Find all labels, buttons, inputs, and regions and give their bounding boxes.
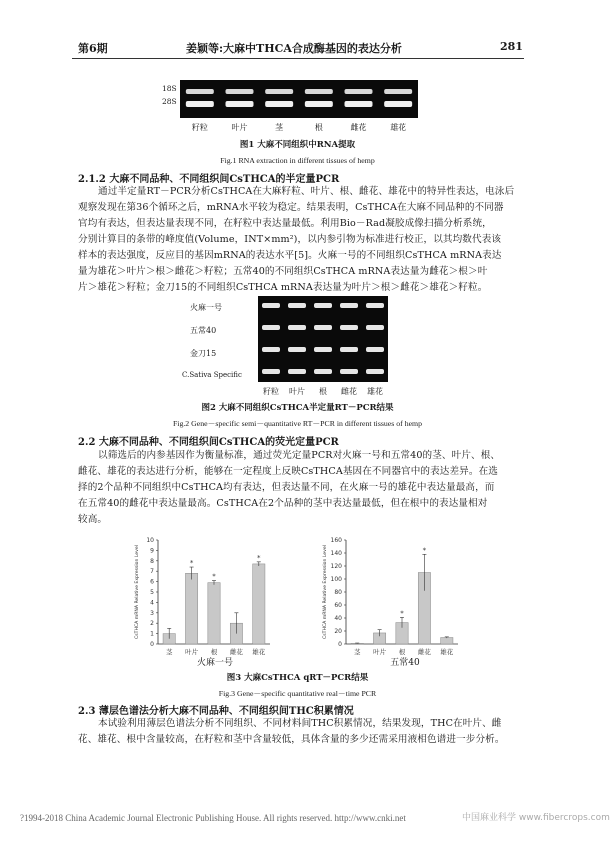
issue-number: 第6期 bbox=[78, 42, 108, 55]
fig2-gel-image bbox=[258, 296, 388, 382]
fig1-lane-labels bbox=[180, 122, 418, 133]
section-2-2-heading: 2.2 大麻不同品种、不同组织间CsTHCA的荧光定量PCR bbox=[78, 437, 339, 448]
fig3-chart-huoma1 bbox=[130, 530, 280, 668]
y-tick-label: 140 bbox=[330, 550, 342, 557]
gel-band bbox=[340, 325, 358, 330]
text-line: 本试验利用薄层色谱法分析不同组织、不同材料间THC积累情况，结果发现，THC在叶片、雌 bbox=[98, 718, 502, 729]
band-18s bbox=[305, 89, 333, 94]
significance-marker: * bbox=[257, 553, 261, 562]
y-tick-label: 5 bbox=[150, 589, 154, 596]
lane-label: 根 bbox=[314, 123, 323, 132]
significance-marker: * bbox=[189, 559, 194, 568]
gel-band bbox=[288, 347, 306, 352]
row-label: C.Sativa Specific bbox=[182, 371, 242, 379]
gel-band bbox=[340, 303, 358, 308]
gel-band bbox=[262, 347, 280, 352]
significance-marker: * bbox=[422, 546, 427, 555]
gel-band bbox=[288, 369, 306, 374]
copyright-footer: ?1994-2018 China Academic Journal Electronic Publishing House. All rights reserved. http://www.cnki.net bbox=[20, 813, 406, 823]
section-2-1-2-body bbox=[78, 184, 528, 296]
band-18s bbox=[265, 89, 293, 94]
band-18s bbox=[384, 89, 412, 94]
gel-band bbox=[262, 369, 280, 374]
lane-label: 籽粒 bbox=[263, 387, 279, 396]
marker-28s: 28S bbox=[162, 97, 177, 106]
fig2-caption-en: Fig.2 Gene－specific semi－quantitative RT－PCR in different tissues of hemp bbox=[172, 419, 423, 428]
lane-label: 根 bbox=[319, 387, 327, 396]
fig1-caption-en: Fig.1 RNA extraction in different tissues of hemp bbox=[220, 156, 375, 165]
running-title: 姜颖等:大麻中THCA合成酶基因的表达分析 bbox=[186, 42, 402, 55]
gel-band bbox=[262, 303, 280, 308]
fig3-chart-wuchang40 bbox=[318, 530, 468, 668]
band-18s bbox=[226, 89, 254, 94]
marker-18s: 18S bbox=[162, 84, 177, 93]
gel-band bbox=[288, 303, 306, 308]
gel-band bbox=[340, 369, 358, 374]
fig3-caption-cn: 图3 大麻CsTHCA qRT－PCR结果 bbox=[226, 673, 369, 683]
row-label: 金刀15 bbox=[190, 349, 217, 358]
y-tick-label: 7 bbox=[150, 568, 154, 576]
gel-band bbox=[314, 303, 332, 308]
y-tick-label: 100 bbox=[330, 576, 342, 583]
y-tick-label: 8 bbox=[150, 557, 154, 565]
significance-marker: * bbox=[400, 609, 404, 618]
gel-band bbox=[366, 325, 384, 330]
text-line: 以筛选后的内参基因作为衡量标准，通过荧光定量PCR对火麻一号和五常40的茎、叶片、根、 bbox=[98, 450, 501, 461]
band-18s bbox=[186, 89, 214, 94]
text-line: 雌花、雄花的表达进行分析，能够在一定程度上反映CsTHCA基因在不同器官中的表达差异。在选 bbox=[78, 466, 498, 477]
x-tick-label: 茎 bbox=[165, 648, 173, 656]
lane-label: 籽粒 bbox=[191, 123, 208, 132]
y-tick-label: 80 bbox=[334, 589, 342, 596]
x-tick-label: 根 bbox=[398, 648, 406, 656]
y-tick-label: 1 bbox=[150, 630, 154, 638]
lane-label: 茎 bbox=[275, 123, 284, 132]
gel-band bbox=[366, 303, 384, 308]
text-line: 样本的表达强度，反应目的基因mRNA的表达水平[5]。火麻一号的不同组织CsTHCA mRNA表达 bbox=[78, 250, 502, 261]
bar bbox=[441, 638, 453, 645]
chart1-title: 火麻一号 bbox=[196, 658, 233, 668]
band-28s bbox=[265, 101, 293, 107]
lane-label: 叶片 bbox=[289, 387, 305, 396]
section-2-2-body bbox=[78, 448, 528, 528]
y-tick-label: 3 bbox=[150, 609, 154, 617]
chart2-title: 五常40 bbox=[390, 658, 420, 668]
text-line: 观察发现在第36个循环之后，mRNA水平较为稳定。结果表明，CsTHCA在大麻不同品种的不同器 bbox=[78, 202, 504, 213]
lane-label: 雄花 bbox=[390, 123, 407, 132]
page-number: 281 bbox=[500, 40, 523, 53]
significance-marker: * bbox=[212, 572, 216, 581]
x-tick-label: 茎 bbox=[353, 648, 361, 656]
x-tick-label: 雄花 bbox=[440, 648, 454, 656]
y-tick-label: 120 bbox=[330, 563, 342, 570]
text-line: 通过半定量RT－PCR分析CsTHCA在大麻籽粒、叶片、根、雌花、雄花中的特异性表达，电泳后 bbox=[98, 186, 515, 197]
y-tick-label: 60 bbox=[334, 602, 342, 609]
x-tick-label: 叶片 bbox=[373, 648, 387, 656]
text-line: 片＞雄花＞籽粒；金刀15的不同组织CsTHCA mRNA表达量为叶片＞根＞雌花＞雄花＞籽粒。 bbox=[78, 282, 488, 293]
gel-band bbox=[262, 325, 280, 330]
lane-label: 雌花 bbox=[350, 123, 367, 132]
band-28s bbox=[186, 101, 214, 107]
gel-band bbox=[366, 369, 384, 374]
fig1-caption-cn: 图1 大麻不同组织中RNA提取 bbox=[239, 140, 356, 150]
lane-label: 叶片 bbox=[231, 123, 248, 132]
y-axis-label: CsTHCA mRNA Relative Expression Level bbox=[323, 545, 328, 639]
gel-band bbox=[314, 325, 332, 330]
header-rule bbox=[72, 58, 524, 59]
y-tick-label: 6 bbox=[150, 578, 154, 586]
y-tick-label: 20 bbox=[334, 628, 342, 635]
y-tick-label: 40 bbox=[334, 615, 342, 622]
y-tick-label: 10 bbox=[146, 537, 154, 544]
gel-band bbox=[366, 347, 384, 352]
band-28s bbox=[345, 101, 373, 107]
y-tick-label: 160 bbox=[330, 537, 342, 544]
y-tick-label: 2 bbox=[150, 620, 154, 628]
band-18s bbox=[345, 89, 373, 94]
y-tick-label: 0 bbox=[150, 641, 154, 648]
y-axis-label: CsTHCA mRNA Relative Expression Level bbox=[135, 545, 140, 639]
text-line: 较高。 bbox=[78, 514, 108, 525]
bar bbox=[208, 583, 220, 644]
x-tick-label: 雌花 bbox=[417, 648, 431, 656]
text-line: 在五常40的雌花中表达量最高。CsTHCA在2个品种的茎中表达量最低，但在根中的表达量相对 bbox=[78, 498, 488, 509]
text-line: 花、雄花、根中含量较高，在籽粒和茎中含量较低，具体含量的多少还需采用液相色谱进一步分析。 bbox=[78, 734, 505, 745]
text-line: 量为雄花＞叶片＞根＞雌花＞籽粒；五常40的不同组织CsTHCA mRNA表达量为雌花＞根＞叶 bbox=[78, 266, 488, 277]
text-line: 官均有表达，但表达量表现不同，在籽粒中表达量最低。利用Bio－Rad凝胶成像扫描分析系统， bbox=[78, 218, 492, 229]
fig1-gel-image bbox=[180, 80, 418, 118]
text-line: 择的2个品种不同组织中CsTHCA均有表达，但表达量不同，在火麻一号的雄花中表达量最高，而 bbox=[78, 482, 495, 493]
fig2-caption-cn: 图2 大麻不同组织CsTHCA半定量RT－PCR结果 bbox=[201, 403, 394, 413]
band-28s bbox=[226, 101, 254, 107]
y-tick-label: 4 bbox=[150, 599, 154, 607]
gel-band bbox=[340, 347, 358, 352]
lane-label: 雌花 bbox=[341, 387, 357, 396]
gel-band bbox=[288, 325, 306, 330]
y-tick-label: 9 bbox=[150, 547, 154, 555]
watermark: 中国麻业科学 www.fibercrops.com bbox=[462, 813, 610, 823]
section-2-3-body bbox=[78, 716, 528, 748]
text-line: 分别计算目的条带的峰度值(Volume，INT×mm²)，以内参引物为标准进行校正，以其均数代表该 bbox=[78, 234, 502, 245]
row-label: 五常40 bbox=[190, 326, 217, 335]
x-tick-label: 雄花 bbox=[252, 648, 266, 656]
y-tick-label: 0 bbox=[338, 641, 342, 648]
x-tick-label: 叶片 bbox=[185, 648, 199, 656]
bar bbox=[253, 564, 265, 644]
row-label: 火麻一号 bbox=[190, 303, 222, 312]
x-tick-label: 根 bbox=[210, 648, 218, 656]
section-2-3-heading: 2.3 薄层色谱法分析大麻不同品种、不同组织间THC积累情况 bbox=[78, 706, 354, 717]
band-28s bbox=[305, 101, 333, 107]
gel-band bbox=[314, 347, 332, 352]
fig2-lane-labels bbox=[258, 386, 388, 397]
x-tick-label: 雌花 bbox=[229, 648, 243, 656]
gel-band bbox=[314, 369, 332, 374]
lane-label: 雄花 bbox=[367, 387, 383, 396]
bar bbox=[185, 573, 197, 644]
band-28s bbox=[384, 101, 412, 107]
section-2-1-2-heading: 2.1.2 大麻不同品种、不同组织间CsTHCA的半定量PCR bbox=[78, 174, 340, 185]
fig3-caption-en: Fig.3 Gene－specific quantitative real－time PCR bbox=[218, 689, 377, 698]
